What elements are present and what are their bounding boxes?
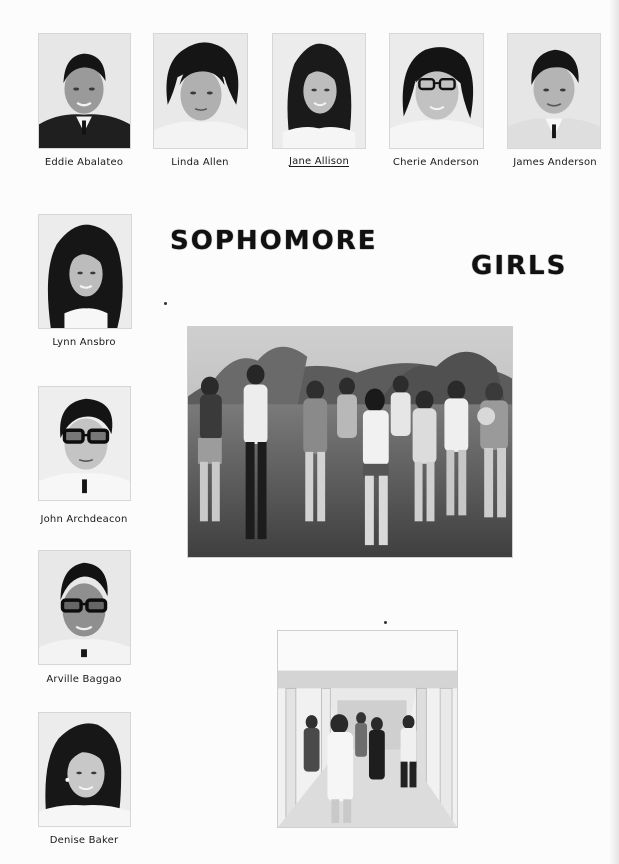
portrait-denise-baker — [38, 712, 131, 827]
name-label: Denise Baker — [49, 835, 119, 846]
portrait-john-archdeacon — [38, 386, 131, 501]
portrait-eddie-abalateo — [38, 33, 131, 149]
portrait-jane-allison — [272, 33, 366, 149]
page-edge-shadow — [609, 0, 619, 864]
page-heading-line-1: SOPHOMORE — [170, 226, 378, 256]
name-label: John Archdeacon — [40, 514, 128, 525]
portrait-arville-baggao — [38, 550, 131, 665]
portrait-cherie-anderson — [389, 33, 484, 149]
group-photo — [187, 326, 513, 558]
corridor-photo — [277, 630, 458, 828]
page-heading-line-2: GIRLS — [471, 251, 568, 281]
portrait-linda-allen — [153, 33, 248, 149]
portrait-lynn-ansbro — [38, 214, 132, 329]
print-speck — [164, 302, 167, 305]
name-label: Lynn Ansbro — [52, 337, 116, 348]
name-label: Jane Allison — [289, 156, 349, 167]
portrait-james-anderson — [507, 33, 601, 149]
name-label: Eddie Abalateo — [44, 157, 124, 168]
name-label: James Anderson — [513, 157, 597, 168]
print-speck — [384, 621, 387, 624]
name-label: Linda Allen — [171, 157, 229, 168]
name-label: Cherie Anderson — [392, 157, 480, 168]
name-label: Arville Baggao — [46, 674, 122, 685]
